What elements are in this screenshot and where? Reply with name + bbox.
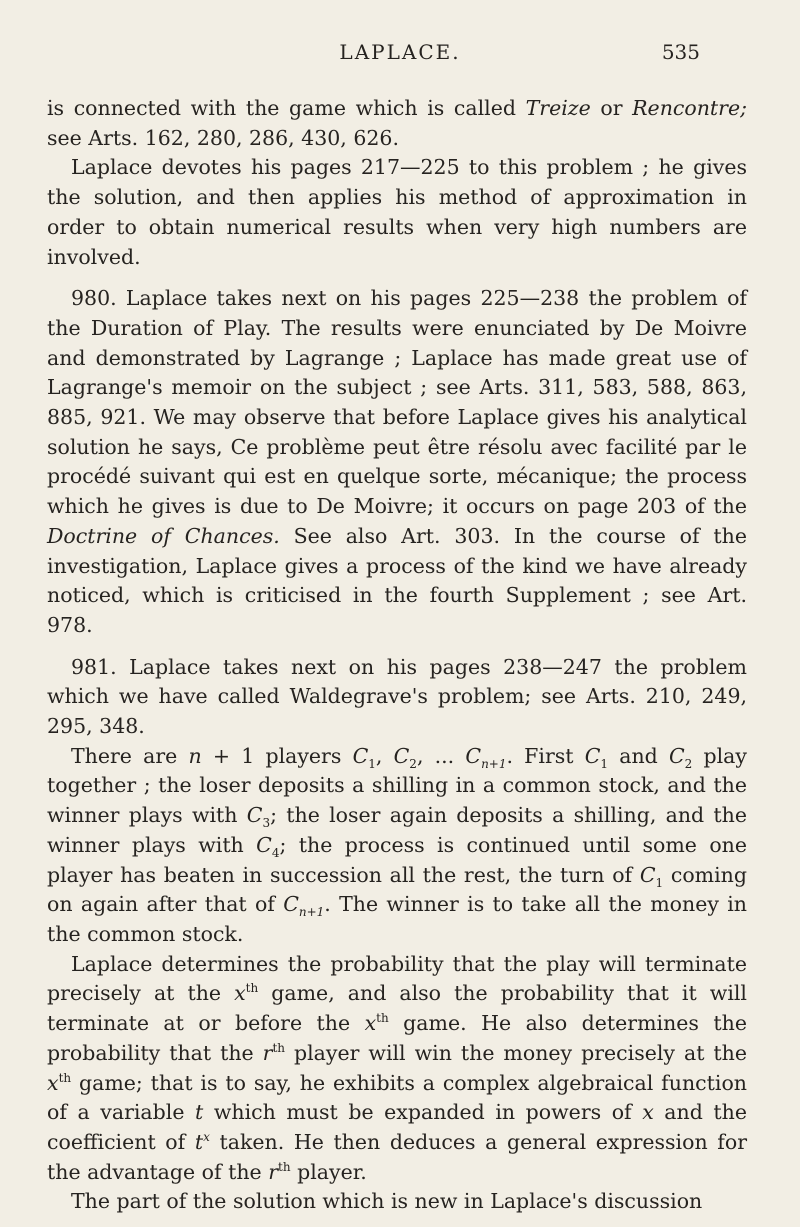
- paragraph-981: 981. Laplace takes next on his pages 238—247 the problem which we have called Waldegrave's problem; see Arts. 210, 249, 295, 348.: [47, 654, 747, 739]
- page-header: [0, 40, 800, 80]
- body-text: [47, 94, 747, 1217]
- paragraph-laplace-devotes: Laplace devotes his pages 217—225 to this problem ; he gives the solution, and then applies his method of approximation in order to obtain numerical results when very high numbers are involved.: [47, 155, 747, 269]
- paragraph-continuation: is connected with the game which is called Treize or Rencontre; see Arts. 162, 280, 286, 430, 626.: [47, 96, 747, 150]
- paragraph-laplace-determines: Laplace determines the probability that the play will terminate precisely at the $x^{th}$ game, and also the probability that it will terminate at or before the $x^{th}$ game. He also determines the probability that the $r^{th}$ player will win the money precisely at the $x^{th}$ game; that is to say, he exhibits a complex algebraical function of a variable t which must be expanded in powers of x and the coefficient of $t^x$ taken. He then deduces a general expression for the advantage of the $r^{th}$ player.: [47, 951, 747, 1184]
- running-head: LAPLACE.: [339, 40, 461, 64]
- paragraph-players: There are n + 1 players $C_1$, $C_2$, ... $C_{n+1}$. First $C_1$ and $C_2$ play together ; the loser deposits a shilling in a common stock, and the winner plays with $C_3$; the loser again deposits a shilling, and the winner plays with $C_4$; the process is continued until some one player has beaten in succession all the rest, the turn of $C_1$ coming on again after that of $C_{n+1}$. The winner is to take all the money in the common stock.: [47, 743, 748, 946]
- paragraph-980: 980. Laplace takes next on his pages 225—238 the problem of the Duration of Play. The results were enunciated by De Moivre and demonstrated by Lagrange ; Laplace has made great use of Lagrange's memoir on the subject ; see Arts. 311, 583, 588, 863, 885, 921. We may observe that before Laplace gives his analytical solution he says, Ce problème peut être résolu avec facilité par le procédé suivant qui est en quelque sorte, mécanique; the process which he gives is due to De Moivre; it occurs on page 203 of the Doctrine of Chances. See also Art. 303. In the course of the investigation, Laplace gives a process of the kind we have already noticed, which is criticised in the fourth Supplement ; see Art. 978.: [47, 286, 748, 637]
- paragraph-part-of-solution: The part of the solution which is new in Laplace's discussion: [71, 1189, 703, 1214]
- page-number: 535: [661, 40, 700, 64]
